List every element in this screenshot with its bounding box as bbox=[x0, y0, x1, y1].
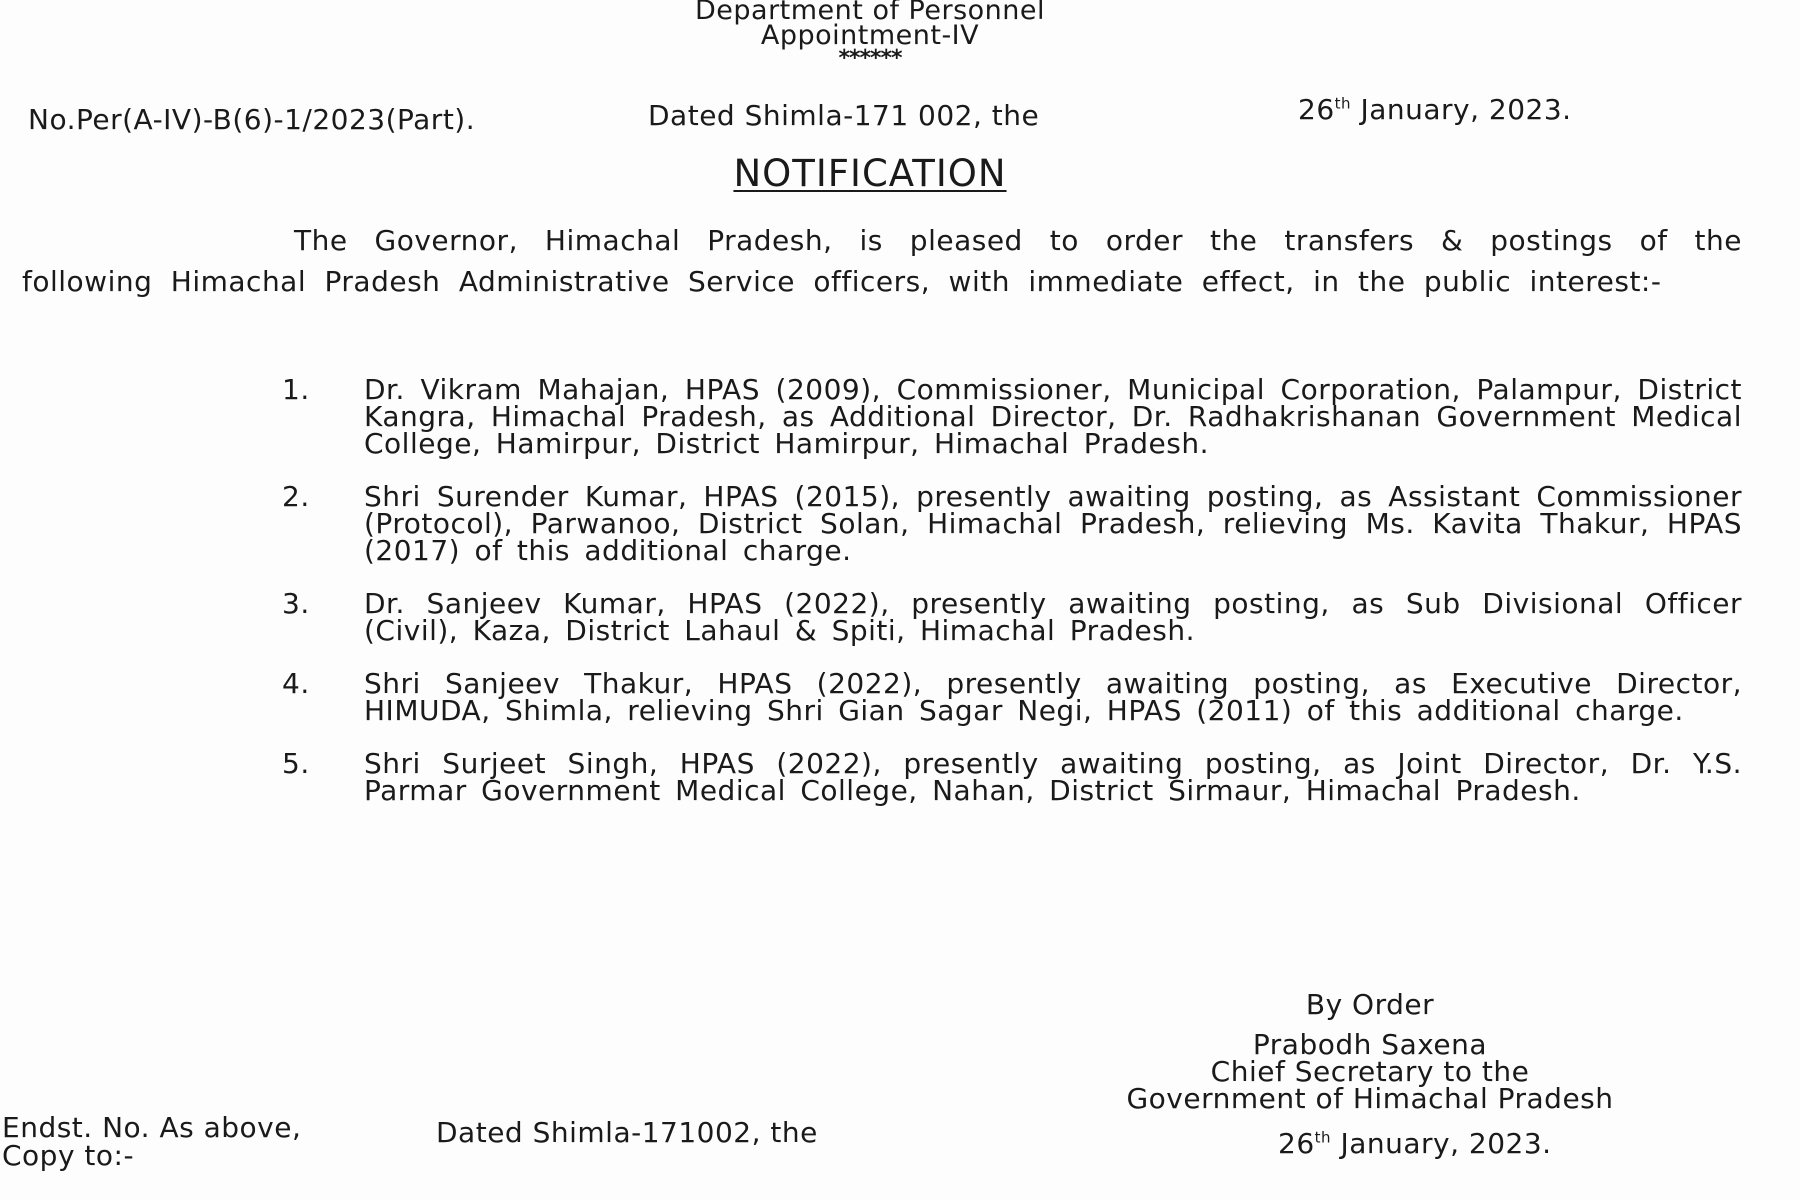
transfer-order-list bbox=[282, 373, 1742, 830]
heading-divider: ****** bbox=[838, 46, 902, 71]
order-item-4 bbox=[282, 667, 1742, 727]
endorsement-date: 26th January, 2023. bbox=[1278, 1127, 1552, 1160]
by-order-label: By Order bbox=[1305, 988, 1435, 1021]
signatory-designation-line-1: Chief Secretary to the bbox=[1210, 1055, 1530, 1088]
order-text: Shri Surjeet Singh, HPAS (2022), presently awaiting posting, as Joint Director, Dr. Y.S. Parmar Government Medical College, Nahan, District Sirmaur, Himachal Pradesh. bbox=[364, 747, 1742, 807]
order-number: 4. bbox=[282, 667, 310, 700]
department-heading: Department of Personnel bbox=[694, 0, 1046, 26]
order-number: 1. bbox=[282, 373, 310, 406]
signatory-name: Prabodh Saxena bbox=[1252, 1028, 1488, 1061]
copy-to-label: Copy to:- bbox=[2, 1139, 135, 1172]
order-item-3 bbox=[282, 587, 1742, 647]
order-number: 5. bbox=[282, 747, 310, 780]
reference-number: No.Per(A-IV)-B(6)-1/2023(Part). bbox=[28, 103, 476, 136]
intro-paragraph: The Governor, Himachal Pradesh, is pleased to order the transfers & postings of the following Himachal Pradesh Administrative Service officers, with immediate effect, in the public interest:- bbox=[22, 224, 1742, 298]
endorsement-number: Endst. No. As above, bbox=[2, 1111, 302, 1144]
order-text: Dr. Sanjeev Kumar, HPAS (2022), presently awaiting posting, as Sub Divisional Officer (Civil), Kaza, District Lahaul & Spiti, Himachal Pradesh. bbox=[364, 587, 1742, 647]
order-item-1 bbox=[282, 373, 1742, 460]
order-number: 2. bbox=[282, 480, 310, 513]
order-item-5 bbox=[282, 747, 1742, 807]
order-text: Shri Surender Kumar, HPAS (2015), presently awaiting posting, as Assistant Commissioner (Protocol), Parwanoo, District Solan, Himachal Pradesh, relieving Ms. Kavita Thakur, HPAS (2017) of this additional charge. bbox=[364, 480, 1742, 567]
order-number: 3. bbox=[282, 587, 310, 620]
signatory-designation-line-2: Government of Himachal Pradesh bbox=[1126, 1082, 1614, 1115]
order-text: Shri Sanjeev Thakur, HPAS (2022), presently awaiting posting, as Executive Director, HIMUDA, Shimla, relieving Shri Gian Sagar Negi, HPAS (2011) of this additional charge. bbox=[364, 667, 1742, 727]
reference-dated-place: Dated Shimla-171 002, the bbox=[648, 99, 1040, 132]
endorsement-dated-place: Dated Shimla-171002, the bbox=[436, 1116, 818, 1149]
page-title: NOTIFICATION bbox=[733, 152, 1007, 195]
order-item-2 bbox=[282, 480, 1742, 567]
order-text: Dr. Vikram Mahajan, HPAS (2009), Commissioner, Municipal Corporation, Palampur, District Kangra, Himachal Pradesh, as Additional Director, Dr. Radhakrishanan Government Medical College, Hamirpur, District Hamirpur, Himachal Pradesh. bbox=[364, 373, 1742, 460]
reference-date: 26th January, 2023. bbox=[1298, 93, 1572, 126]
branch-heading: Appointment-IV bbox=[760, 20, 980, 51]
